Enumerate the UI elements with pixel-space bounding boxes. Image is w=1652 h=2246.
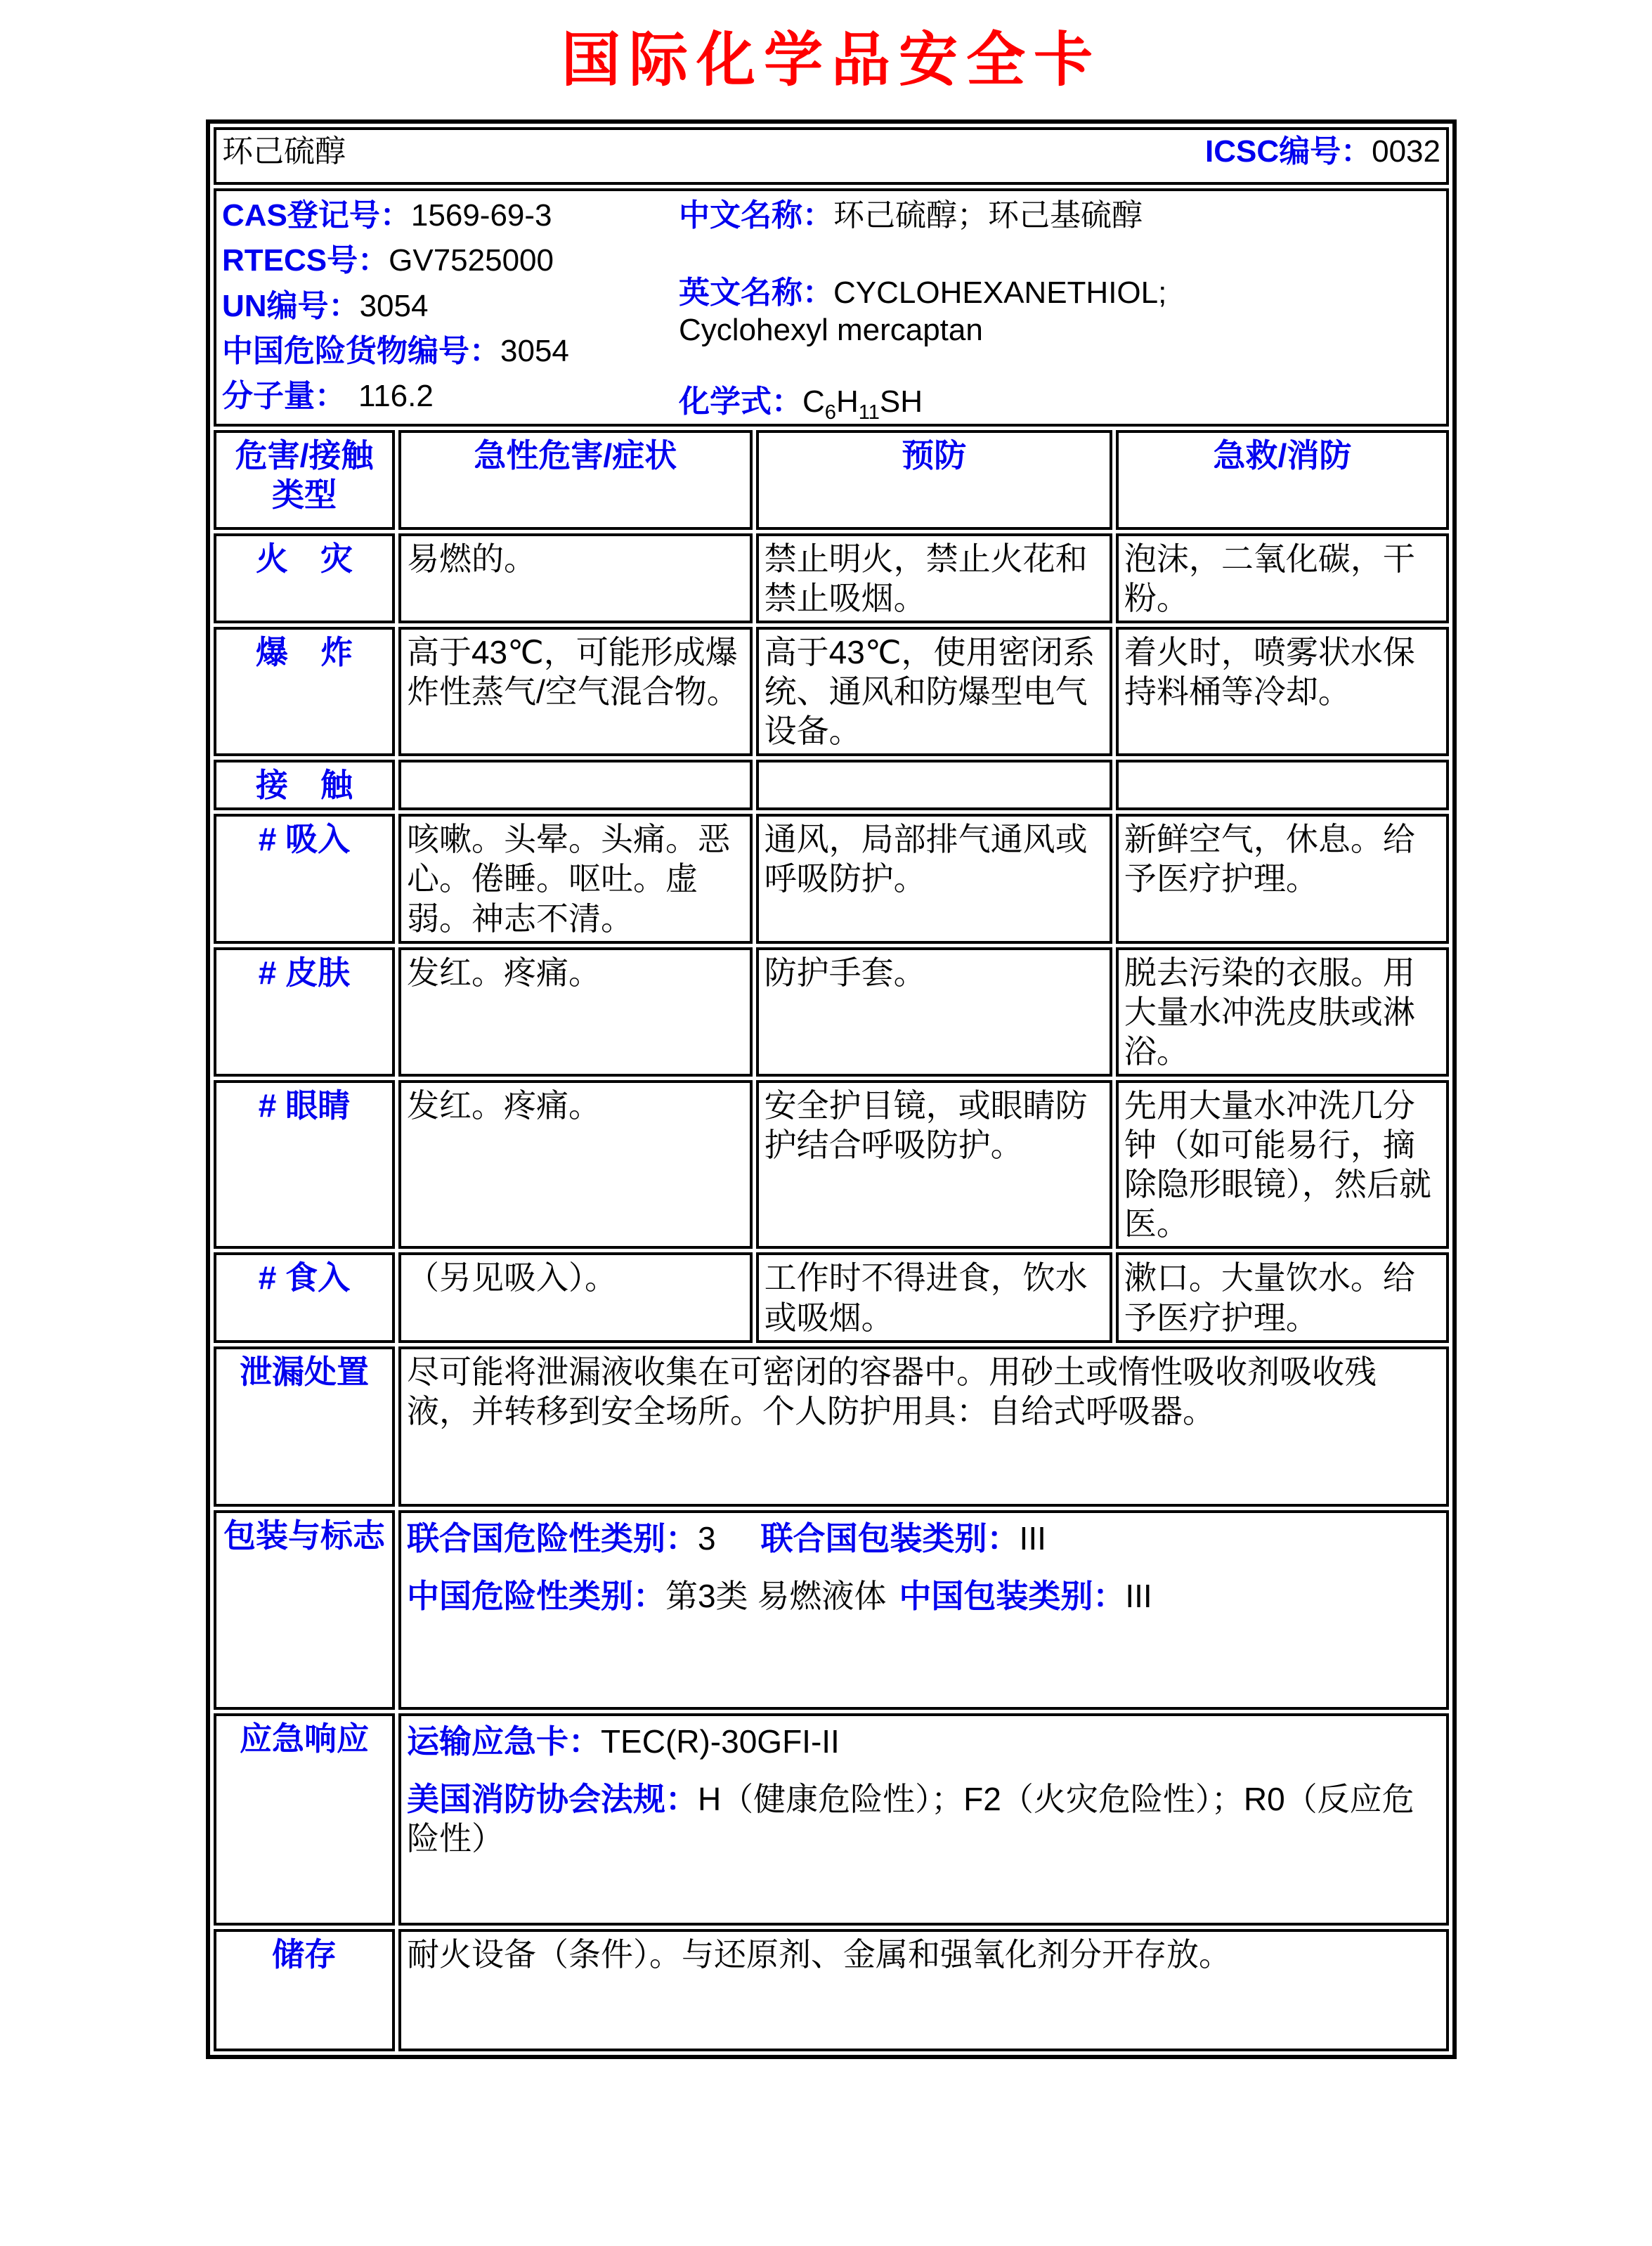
name-list: [679, 194, 1440, 424]
tec-value: TEC(R)-30GFI-II: [600, 1722, 840, 1760]
formula-sub-6: 6: [824, 401, 836, 424]
firstaid-cell: 脱去污染的衣服。用大量水冲洗皮肤或淋浴。: [1116, 947, 1449, 1077]
info-row: [214, 188, 1449, 427]
cn-dg-number-line: [222, 332, 679, 370]
table-row-eyes: [214, 1080, 1449, 1249]
tec-line: [407, 1722, 1440, 1761]
english-name-line: [679, 274, 1269, 349]
section-title-packaging: 包装与标志: [214, 1510, 395, 1710]
english-name-label: 英文名称：: [679, 275, 833, 310]
section-title-emergency: 应急响应: [214, 1713, 395, 1926]
cn-class-label: 中国危险性类别：: [406, 1577, 665, 1614]
nfpa-value: H（健康危险性）；F2（火灾危险性）；R0（反应危险性）: [406, 1780, 1414, 1857]
rtecs-number-value: GV7525000: [389, 243, 554, 278]
un-class-line: [407, 1519, 1440, 1558]
nfpa-line: [407, 1779, 1440, 1858]
firstaid-cell: 先用大量水冲洗几分钟（如可能易行，摘除隐形眼镜），然后就医。: [1116, 1080, 1449, 1249]
icsc-number: [1205, 133, 1440, 171]
rtecs-number-line: [222, 242, 679, 280]
mol-weight-value: 116.2: [358, 379, 434, 413]
firstaid-cell: 泡沫，二氧化碳，干粉。: [1116, 533, 1449, 623]
cn-class-value: 第3类 易燃液体: [665, 1577, 887, 1614]
icsc-number-label: ICSC编号：: [1204, 134, 1372, 169]
table-row-fire: [214, 533, 1449, 623]
un-pack-value: III: [1019, 1519, 1046, 1557]
chemical-name: 环己硫醇: [222, 134, 346, 169]
section-row-emergency: [214, 1713, 1449, 1926]
prevention-cell: [756, 760, 1112, 810]
prevention-cell: 工作时不得进食，饮水或吸烟。: [756, 1252, 1112, 1342]
row-type-label: 火 灾: [214, 533, 395, 623]
prevention-cell: 防护手套。: [756, 947, 1112, 1077]
firstaid-cell: [1116, 760, 1449, 810]
row-type-label: # 食入: [214, 1252, 395, 1342]
chinese-name-label: 中文名称：: [679, 198, 833, 233]
hazard-cell: 发红。疼痛。: [398, 1080, 753, 1249]
mol-weight-label: 分子量：: [222, 379, 346, 413]
un-class-value: 3: [697, 1519, 716, 1557]
chinese-name-line: [679, 197, 1440, 235]
icsc-table: [206, 119, 1457, 2059]
hazard-cell: 发红。疼痛。: [398, 947, 753, 1077]
section-row-spill: [214, 1346, 1449, 1507]
section-body-spill: 尽可能将泄漏液收集在可密闭的容器中。用砂土或惰性吸收剂吸收残液，并转移到安全场所。个人防护用具：自给式呼吸器。: [398, 1346, 1449, 1507]
un-number-label: UN编号：: [222, 288, 360, 323]
rtecs-number-label: RTECS号：: [222, 243, 389, 278]
firstaid-cell: 着火时，喷雾状水保持料桶等冷却。: [1116, 627, 1449, 756]
formula-label: 化学式：: [679, 384, 802, 420]
un-pack-label: 联合国包装类别：: [760, 1519, 1020, 1557]
nfpa-label: 美国消防协会法规：: [406, 1780, 698, 1817]
table-row-inhalation: [214, 814, 1449, 943]
hazard-cell: 高于43℃，可能形成爆炸性蒸气/空气混合物。: [398, 627, 753, 756]
un-number-line: [222, 287, 679, 325]
un-class-label: 联合国危险性类别：: [406, 1519, 698, 1557]
cn-dg-number-value: 3054: [500, 333, 569, 368]
formula-c: C: [802, 384, 825, 420]
hazard-cell: 易燃的。: [398, 533, 753, 623]
hazard-cell: [398, 760, 753, 810]
formula-sh: SH: [879, 384, 923, 420]
header-firstaid-fire: 急救/消防: [1116, 430, 1449, 530]
table-row-ingestion: [214, 1252, 1449, 1342]
row-type-label: 接 触: [214, 760, 395, 810]
cn-dg-number-label: 中国危险货物编号：: [222, 333, 500, 368]
cn-pack-label: 中国包装类别：: [899, 1577, 1126, 1614]
section-title-storage: 储存: [214, 1929, 395, 2051]
formula-value: [802, 384, 923, 424]
hazard-cell: 咳嗽。头晕。头痛。恶心。倦睡。呕吐。虚弱。神志不清。: [398, 814, 753, 943]
hazard-cell: （另见吸入）。: [398, 1252, 753, 1342]
tec-label: 运输应急卡：: [406, 1722, 601, 1760]
formula-sub-11: 11: [858, 401, 880, 424]
info-cell: [214, 188, 1449, 427]
row-type-label: # 眼睛: [214, 1080, 395, 1249]
cas-number-value: 1569-69-3: [410, 198, 552, 233]
identifier-list: [222, 194, 679, 421]
icsc-card: [206, 119, 1457, 2059]
name-row: [214, 127, 1449, 185]
cn-class-line: [407, 1576, 1440, 1616]
formula-line: [679, 383, 1440, 424]
prevention-cell: 高于43℃，使用密闭系统、通风和防爆型电气设备。: [756, 627, 1112, 756]
header-hazard-type: 危害/接触类型: [214, 430, 395, 530]
section-body-packaging: [398, 1510, 1449, 1710]
row-type-label: 爆 炸: [214, 627, 395, 756]
document-title: 国际化学品安全卡: [561, 27, 1101, 93]
prevention-cell: 通风，局部排气通风或呼吸防护。: [756, 814, 1112, 943]
firstaid-cell: 漱口。大量饮水。给予医疗护理。: [1116, 1252, 1449, 1342]
firstaid-cell: 新鲜空气，休息。给予医疗护理。: [1116, 814, 1449, 943]
formula-h: H: [835, 384, 859, 420]
table-row-contact: [214, 760, 1449, 810]
cn-pack-value: III: [1125, 1577, 1152, 1614]
prevention-cell: 禁止明火，禁止火花和禁止吸烟。: [756, 533, 1112, 623]
table-row-explosion: [214, 627, 1449, 756]
section-body-emergency: [398, 1713, 1449, 1926]
section-body-storage: 耐火设备（条件）。与还原剂、金属和强氧化剂分开存放。: [398, 1929, 1449, 2051]
mol-weight-line: [222, 377, 679, 415]
grid-header-row: [214, 430, 1449, 530]
icsc-number-value: 0032: [1372, 134, 1440, 169]
prevention-cell: 安全护目镜，或眼睛防护结合呼吸防护。: [756, 1080, 1112, 1249]
header-prevention: 预防: [756, 430, 1112, 530]
section-title-spill: 泄漏处置: [214, 1346, 395, 1507]
english-name-value: CYCLOHEXANETHIOL; Cyclohexyl mercaptan: [679, 275, 1167, 348]
un-number-value: 3054: [359, 288, 429, 323]
row-type-label: # 吸入: [214, 814, 395, 943]
row-type-label: # 皮肤: [214, 947, 395, 1077]
section-row-storage: [214, 1929, 1449, 2051]
chinese-name-value: 环己硫醇；环己基硫醇: [833, 198, 1143, 233]
header-acute-hazard: 急性危害/症状: [398, 430, 753, 530]
name-cell: [214, 127, 1449, 185]
cas-number-line: [222, 197, 679, 235]
section-row-packaging: [214, 1510, 1449, 1710]
cas-number-label: CAS登记号：: [222, 198, 411, 233]
table-row-skin: [214, 947, 1449, 1077]
